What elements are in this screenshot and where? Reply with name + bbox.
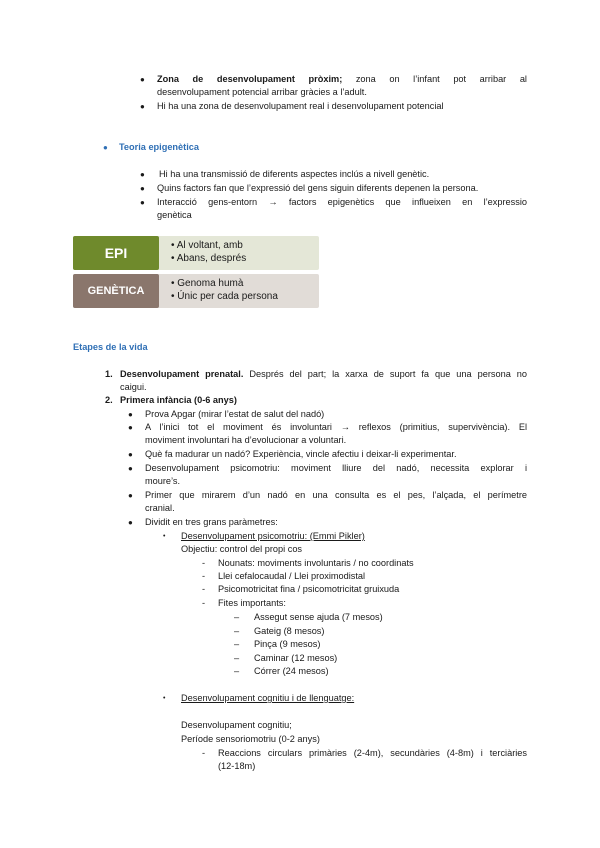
consulta-line1: Primer que mirarem d’un nadó en una consulta es el pes, l’alçada, el perímetre: [145, 490, 527, 500]
bullet-dot: ●: [128, 491, 133, 500]
fita-caminar: Caminar (12 mesos): [254, 653, 338, 663]
bullet-dot: •: [163, 533, 166, 540]
zpd-line2: desenvolupament potencial arribar gràcies a l’adult.: [157, 87, 367, 97]
dash-marker: -: [202, 571, 206, 581]
psicomotricitat-line: Psicomotricitat fina / psicomotricitat gruixuda: [218, 584, 400, 594]
moviment-line2: moviment involuntari ha d’evolucionar a voluntari.: [145, 435, 347, 445]
zpd-line1: Zona de desenvolupament pròxim; zona on l’infant pot arribar al: [157, 74, 527, 84]
etapes-heading: Etapes de la vida: [73, 342, 148, 352]
genetica-label-box: GENÈTICA: [73, 274, 159, 308]
cognitiu-subtitle: Desenvolupament cognitiu i de llenguatge:: [181, 693, 355, 703]
epi-item-1: • Al voltant, amb: [171, 240, 243, 251]
prenatal-line1: Desenvolupament prenatal. Després del part; la xarxa de suport fa que una persona no: [120, 369, 527, 379]
epi-bullet-1: Hi ha una transmissió de diferents aspectes inclús a nivell genètic.: [159, 169, 430, 179]
fites-line: Fites importants:: [218, 598, 286, 608]
bullet-dot: •: [163, 695, 166, 702]
fita-assegut: Assegut sense ajuda (7 mesos): [254, 612, 383, 622]
dash-marker: –: [234, 612, 240, 622]
madurar-line: Què fa madurar un nadó? Experiència, vincle afectiu i deixar-li experimentar.: [145, 449, 457, 459]
epi-genetica-diagram: [73, 236, 319, 308]
psicomotriu-line2: moure’s.: [145, 476, 181, 486]
real-zone-line: Hi ha una zona de desenvolupament real i desenvolupament potencial: [157, 101, 444, 111]
cognitiu-label: Desenvolupament cognitiu;: [181, 720, 292, 730]
dash-marker: –: [234, 653, 240, 663]
bullet-dot: ●: [140, 198, 145, 207]
dash-marker: -: [202, 584, 206, 594]
epi-bullet-3-line2: genètica: [157, 210, 192, 220]
reaccions-line1: Reaccions circulars primàries (2-4m), secundàries (4-8m) i terciàries: [218, 748, 527, 758]
bullet-dot: ●: [140, 170, 145, 179]
bullet-dot: ●: [140, 102, 145, 111]
bullet-dot: ●: [128, 410, 133, 419]
reaccions-line2: (12-18m): [218, 761, 256, 771]
sensoriomotriu-line: Període sensoriomotriu (0-2 anys): [181, 734, 320, 744]
epi-bullet-2: Quins factors fan que l’expressió del gens siguin diferents depenen la persona.: [157, 183, 479, 193]
dash-marker: –: [234, 639, 240, 649]
bullet-dot: ●: [128, 450, 133, 459]
moviment-line1: A l’inici tot el moviment és involuntari → reflexos (primitius, supervivència). El: [145, 422, 527, 432]
bullet-dot: ●: [140, 75, 145, 84]
apgar-line: Prova Apgar (mirar l’estat de salut del nadó): [145, 409, 325, 419]
primera-infancia-title: Primera infància (0-6 anys): [120, 395, 237, 405]
psicomotriu-subtitle: Desenvolupament psicomotriu: (Emmi Pikler): [181, 531, 365, 541]
parametres-line: Dividit en tres grans paràmetres:: [145, 517, 278, 527]
bullet-dot: ●: [103, 143, 108, 152]
llei-line: Llei cefalocaudal / Llei proximodistal: [218, 571, 366, 581]
genetica-item-1: • Genoma humà: [171, 278, 244, 289]
bullet-dot: ●: [140, 184, 145, 193]
list-number: 1.: [105, 369, 113, 379]
dash-marker: -: [202, 598, 206, 608]
nounats-line: Nounats: moviments involuntaris / no coordinats: [218, 558, 414, 568]
dash-marker: -: [202, 558, 206, 568]
genetica-item-2: • Únic per cada persona: [171, 291, 278, 302]
epi-label-box: EPI: [73, 236, 159, 270]
fita-pinca: Pinça (9 mesos): [254, 639, 321, 649]
bullet-dot: ●: [128, 518, 133, 527]
objectiu-line: Objectiu: control del propi cos: [181, 544, 303, 554]
psicomotriu-line1: Desenvolupament psicomotriu: moviment lliure del nadó, necessita explorar i: [145, 463, 527, 473]
bullet-dot: ●: [128, 464, 133, 473]
epigenetica-heading: Teoria epigenètica: [119, 142, 199, 152]
epi-bullet-3: Interacció gens-entorn → factors epigenètics que influeixen en l’expressio: [157, 197, 527, 207]
epi-item-2: • Abans, després: [171, 253, 247, 264]
dash-marker: -: [202, 748, 206, 758]
list-number: 2.: [105, 395, 113, 405]
bullet-dot: ●: [128, 423, 133, 432]
fita-correr: Córrer (24 mesos): [254, 666, 329, 676]
consulta-line2: cranial.: [145, 503, 175, 513]
dash-marker: –: [234, 666, 240, 676]
fita-gateig: Gateig (8 mesos): [254, 626, 325, 636]
prenatal-line2: caigui.: [120, 382, 147, 392]
dash-marker: –: [234, 626, 240, 636]
